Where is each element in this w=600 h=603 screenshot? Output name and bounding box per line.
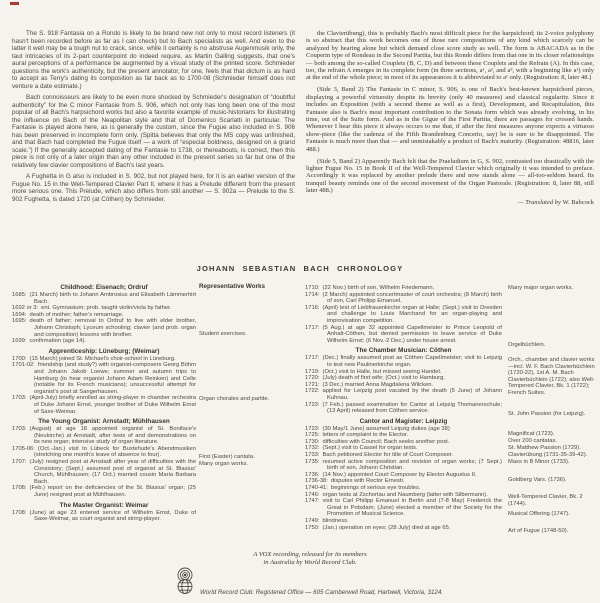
entry-year: 1740-41: [305, 485, 328, 492]
entry-text: (July) death of first wife; (Oct.) visit to Hamburg. [322, 375, 445, 382]
chronology-entry [305, 472, 502, 479]
section-heading: Childhood: Eisenach; Ordruf [60, 284, 148, 291]
world-record-club-logo-icon [176, 567, 194, 595]
section-heading: Apprenticeship: Lüneburg; (Weimar) [48, 347, 160, 355]
chronology-entry [12, 485, 196, 498]
chronology-entry [305, 382, 502, 389]
representative-work: Goldberg Vars. (1736). [508, 477, 567, 483]
liner-paragraph: (Side 3, Band 2) The Fantasie in C minor, S. 906, is one of Bach's best-known harpsichord pieces, displaying a powerful virtuosity despite its brevity (only 40 measures) and classical regularity. Since it includes an Exposition (with a second theme as well as a first), Development, and Recapitulation, this Fantasie also is Bach's most important contribution to the Sonata form which was already evolving, in his time, out of the Suite form. And as in the Gigue of the First Partita, there are passages for crossed hands. Whenever I hear this piece it always occurs to me that, if after the first measures anyone expects a virtuoso show-piece (like the cadenza of the Fifth Brandenburg Concerto, say) he is sure to be disappointed. The Fantasie is much more than that — and unmistakably a product of Bach's maturity. (Registration: 48816, later 488.) [306, 86, 594, 153]
chronology-entry [305, 292, 502, 305]
entry-text: death of mother; father's remarriage. [29, 311, 124, 318]
section-young-organist [12, 418, 196, 499]
entry-text: resumed active composition and revision of organ works; (7 Sept.) birth of son, Johann Christian. [322, 458, 502, 472]
entry-text: ent. Gymnasium; prob. taught violin/viola by father. [41, 305, 172, 312]
entry-year: 1747: [305, 498, 320, 505]
entry-year: 1736: [305, 471, 320, 478]
section-heading: The Young Organist: Arnstadt; Mühlhausen [38, 418, 170, 426]
liner-paragraph: (Side 5, Band 2) Apparently Bach felt that the Praeludium in G, S. 902, contrasted too drastically with the lighter Fugue No. 15 in Book II of the Well-Tempered Clavier which originally it was intended to preface. Accordingly it was replaced by another prelude there and now stands alone — all-too-seldom heard. Its tranquil beauty reminds one of the second movement of the Organ Pastorale. (Registration: 8, later 88, still later 488.) [306, 157, 594, 195]
entry-year: 1732: [305, 445, 320, 452]
chronology-entry [305, 432, 502, 439]
representative-work: Musical Offering (1747). [508, 511, 570, 517]
entry-year: 1717: [305, 324, 320, 331]
representative-work: Mass in B Minor (1733). [508, 459, 570, 465]
chronology-entry [305, 426, 502, 433]
print-registration-mark [10, 2, 19, 5]
entry-text: applied for Leipzig post vacated by the death (5 June) of Johann Kuhnau. [322, 388, 502, 401]
entry-text: disputes with Rector Ernesti. [330, 478, 405, 485]
entry-year: 1707: [12, 459, 27, 466]
entry-text: (22 Nov.) birth of son, Wilhelm Friedemann. [322, 285, 435, 291]
entry-year: 1716: [305, 304, 320, 311]
entry-text: visit to Carl Philipp Emanuel in Berlin and (7-8 May) Frederick the Great in Potsdam; (June) elected a member of the Society for the Promotion of Musical Science. [322, 498, 502, 518]
liner-paragraph: the Clavierübung), this is probably Bach's most difficult piece for the harpsichord; its 2-voice polyphony is so abstract that this work becomes one of those rare compositions of any kind which scarcely can be analyzed by hearing alone but which demand close score study as well. The form is ABACADA as in the Couperin type of Rondeau in the Second Partita, but this Rondo differs from that one in its closer relationships — both among the so-called Couplets (B, C, D) and between these Couplets and the Refrain (A). In this case, too, the refrain A emerges in its complete form (in three sections, a¹, a², and a³, with a beginning like a¹) only at the end of the whole piece; in most of its appearances it is abbreviated to a¹ only. (Registration: 8, later 48.) [306, 30, 594, 82]
vox-recording-note [140, 551, 480, 567]
entry-text: (Oct.) visit to Halle, but missed seeing Handel. [322, 368, 442, 375]
entry-year: 1694: [12, 311, 27, 318]
entry-year: 1721: [305, 381, 320, 388]
entry-year: 1701-02: [12, 362, 35, 369]
section-heading: Cantor and Magister: Leipzig [359, 417, 448, 425]
section-heading: The Master Organist: Weimar [59, 501, 149, 509]
chronology-entry [12, 446, 196, 459]
representative-work: St. Matthew Passion (1729). [508, 445, 581, 451]
chronology-entry [12, 510, 196, 523]
representative-work: Art of Fugue (1748-50). [508, 528, 569, 534]
entry-text: (April-July) briefly enrolled as string-player in chamber orchestra of Duke Johann Ernst, younger brother of Duke Wilhelm Ernst of Saxe-Weimar. [29, 395, 196, 415]
chronology-entry [305, 375, 502, 382]
chronology-entry [305, 459, 502, 472]
chronology-entry [12, 356, 196, 363]
chronology-entry [305, 355, 502, 368]
chronology-entry [305, 518, 502, 525]
entry-text: Bach petitioned Elector for title of Court Composer. [322, 452, 454, 459]
chronology-entry [12, 362, 196, 395]
registered-office-address: World Record Club: Registered Office — 605 Camberwell Road, Hartwell, Victoria, 3124. [200, 589, 444, 596]
translator-credit [306, 199, 594, 206]
representative-work: Many major organ works. [508, 285, 574, 291]
entry-year: 1708: [12, 485, 27, 492]
vox-note-line2: in Australia by World Record Club. [263, 559, 357, 566]
entry-year: 1685: [12, 292, 27, 298]
entry-text: organ tests at Zschortau and Naumberg (latter with Silbermann). [322, 491, 488, 498]
section-cantor-magister [305, 418, 502, 532]
entry-year: 1695: [12, 318, 27, 325]
entry-year: 1723: [305, 401, 320, 408]
chronology-entry [12, 459, 196, 485]
entry-text: difficulties with Council; Bach seeks another post. [322, 438, 450, 445]
entry-text: (April) test of Liebfrauenkirche organ at Halle; (Sept.) visit to Dresden and challenge to Louis Marchand for an organ-playing and improvisation competition. [322, 304, 502, 324]
representative-work: Over 200 cantatas. [508, 438, 557, 444]
entry-text: (30 May/1 June) assumed Leipzig duties (age 38) [322, 425, 450, 432]
entry-text: (14 Nov.) appointed Court Composer by Elector Augustus II. [322, 471, 477, 478]
chronology-entry [305, 445, 502, 452]
vox-note-line1: A VOX recording, released for its members [253, 551, 367, 558]
entry-year: 1700: [12, 355, 27, 362]
representative-work: Orch., chamber and clavier works —incl. W. F. Bach Clavierbüchlein (1720-22), 1st A. M. Bach Clavierbüchlein (1722); also Well-Tempered Clavier, Bk. 1 (1722); French Suites. [508, 357, 595, 396]
entry-text: (August) at age 18 appointed organist of St. Boniface's (Neukirche) at Arnstadt, after tests of and demonstrations on its new organ; intensive study of organ literature. [29, 426, 196, 446]
section-chamber-musician [305, 347, 502, 414]
entry-text: blindness. [322, 518, 349, 524]
liner-notes-left-column [12, 30, 295, 207]
representative-work: Well-Tempered Clavier, Bk. 2 (1744). [508, 494, 583, 507]
entry-year: 1723: [305, 425, 320, 432]
entry-year: 1722: [305, 388, 320, 395]
entry-year: 1733: [305, 452, 320, 459]
entry-year: 1749: [305, 518, 320, 524]
entry-text: (7 Feb.) passed examination for Cantor at Leipzig Thomanerschule; (13 April) released from Cöthen service. [322, 401, 502, 415]
chronology-entry [305, 305, 502, 325]
section-heading: The Chamber Musician: Cöthen [355, 347, 452, 355]
representative-work: Organ chorales and partite. [199, 396, 270, 402]
chronology-entry [305, 285, 502, 292]
entry-text: (Oct.-Jan.) visit to Lübeck for Buxtehude's Abendmusiken (stretching one month's leave of absence to four). [34, 445, 196, 459]
liner-notes-right-column [306, 30, 594, 206]
entry-year: 1699: [12, 338, 27, 345]
entry-year: 1730: [305, 438, 320, 445]
liner-paragraph: A Fughetta in G also is included in S. 902, but not played here, for it is an earlier version of the Fugue No. 15 in the Well-Tempered Clavier Part II, where it has a Prelude different from the present more serious one. This Prelude, which also differs from still another — S. 902a — Prelude to the S. 902 Fughetta, is dated 1720 (at Cöthen) by Schmieder. [12, 173, 295, 203]
chronology-entry [305, 492, 502, 499]
section-apprenticeship [12, 348, 196, 415]
translator-prefix: — Translated by [517, 199, 563, 207]
entry-year: 1720: [305, 375, 320, 382]
entry-text: (Jan.) operation on eyes; (28 July) died at age 65. [322, 524, 451, 531]
entry-year: 1710: [305, 285, 320, 291]
entry-text: (2 March) appointed concertmaster of court orchestra; (8 March) birth of son, Carl Philipp Emanuel. [322, 291, 502, 305]
chronology-entry [12, 305, 196, 312]
entry-text: (5 Aug.) at age 32 appointed Capellmeister to Prince Leopold of Anhalt-Cöthen, but denied permission to leave service of Duke Wilhelm Ernst; (6 Nov.-2 Dec.) under house arrest. [322, 324, 502, 344]
chronology-entry [305, 478, 502, 485]
entry-year: 1717: [305, 355, 320, 362]
entry-year: 1692 or 3: [12, 305, 39, 312]
chronology-left-column [12, 281, 196, 523]
chronology-entry [305, 452, 502, 459]
chronology-entry [12, 338, 196, 345]
representative-work: Magnificat (1723). [508, 431, 555, 437]
entry-text: (Sept.) visit to Cassel for organ tests. [322, 445, 418, 452]
chronology-entry [12, 312, 196, 319]
representative-work: First (Easter) cantata. [199, 454, 255, 460]
entry-year: 1736-38: [305, 478, 328, 485]
chronology-entry [305, 402, 502, 415]
chronology-entry [305, 388, 502, 401]
entry-year: 1714: [305, 291, 320, 298]
entry-text: letters of complaint to the Elector. [322, 432, 409, 439]
entry-text: (Dec.) finally assumed post as Cöthen Capellmeister; visit to Leipzig to test new Paulinerkirche organ. [322, 355, 502, 368]
chronology-entry [12, 426, 196, 446]
entry-text: (3 Dec.) married Anna Magdalena Wilcken. [322, 381, 434, 388]
chronology-entry [12, 395, 196, 415]
entry-text: (Feb.) report on the deficiencies of the St. Blasius' organ; (25 June) resigned post at Mühlhausen. [29, 485, 196, 499]
entry-year: 1705-06: [12, 445, 35, 452]
section-childhood [12, 284, 196, 345]
entry-year: 1719: [305, 368, 320, 375]
entry-text: friendship (and study?) with organist-composers Georg Böhm and Johann Jakob Loewe; summer and autumn trips to Hamburg (to hear organist Johann Adam Reinken) and Celle (notable for its French musicians); unsuccessful attempt for organist's post at Sangerhausen. [34, 362, 196, 395]
representative-work: Many organ works. [199, 461, 248, 467]
entry-text: (21 March) birth to Johann Ambrosius and Elisabeth Lämmerhirt Bach. [29, 292, 196, 305]
chronology-title: JOHANN SEBASTIAN BACH CHRONOLOGY [196, 264, 404, 273]
entry-text: death of father; removal to Ordruf to live with elder brother, Johann Christoph; Lyceum schooling; clavier (and prob. organ and composition) lessons with brother. [29, 318, 196, 338]
entry-year: 1703: [12, 395, 27, 402]
representative-work: Student exercises. [199, 331, 247, 337]
entry-text: beginnings of serious eye troubles. [330, 485, 421, 492]
representative-work: Orgelbüchlein. [508, 342, 546, 348]
chronology-entry [305, 525, 502, 532]
section-master-organist [12, 502, 196, 523]
entry-year: 1750: [305, 524, 320, 531]
liner-paragraph: The S. 918 Fantasia on a Rondo is likely to be brand new not only to most record listeners (it hasn't been recorded before as far as I can check) but to Bach specialists as well. And even to the latter it well may be a tough nut to crack, since, while it certainly is no abstruse Augenmusik only, the taut intricacies of its 2-part counterpoint do indeed require, as Martin Galling suggests, that one's aural perceptions of a performance be augmented by a visual study of the printed score. Schmieder questions the work's authenticity, but the present annotator, for one, feels that that dictum is as hard to accept as Terry's dating its composition as far back as to 1700-08 (Schmieder himself does not venture a date estimate.) [12, 30, 295, 90]
entry-year: 1735: [305, 458, 320, 465]
chronology-right-column [305, 285, 502, 531]
entry-text: (June) at age 23 entered service of Wilhelm Ernst, Duke of Saxe-Weimar, as court organist and string-player. [29, 509, 196, 523]
representative-work: St. John Passion (for Leipzig). [508, 411, 586, 417]
chronology-entry [12, 292, 196, 305]
chronology-entry [305, 485, 502, 492]
chronology-entry [305, 498, 502, 518]
chronology-entry [305, 439, 502, 446]
entry-text: confirmation (age 14). [29, 338, 86, 345]
entry-year: 1725: [305, 432, 320, 439]
chronology-entry [305, 369, 502, 376]
representative-work: Clavierübung (1731-35-39-42). [508, 452, 588, 458]
entry-year: 1708: [12, 509, 27, 516]
entry-year: 1746: [305, 491, 320, 498]
entry-text: (15 March) joined St. Michael's choir-school in Lüneburg. [29, 355, 176, 362]
entry-text: (July) resigned post at Arnstadt after year of difficulties with the Consistory; (Sept.) assumed post of organist at St. Blasius' Church, Mühlhausen; (17 Oct.) married cousin Maria Barbara Bach. [29, 459, 196, 485]
entry-year: 1703: [12, 426, 27, 433]
chronology-entry [12, 318, 196, 338]
liner-paragraph: Bach connoisseurs are likely to be even more shocked by Schmieder's designation of “doubtful authenticity” for the C minor Fantasie from S. 906, which not only has long been one of the most popular of all Bach's harpsichord works but also a favorite example of music-historians for illustrating the influence on Bach of the Neapolitan style and that of Domenico Scarlatti in particular. The Fantasie is played alone here, as is generally the custom, since the Fugue also included in S. 906 has been preserved in incomplete form only. (Spitta believes that only the MS copy was unfinished, and that Bach had completed the Fugue itself — a work of “especial boldness, designed on a grand scale.”) If the generally accepted dating of the Fantasie to 1738, or thereabouts, is correct, then this piece is not only of a later origin than any other included in the present series so far but one of the relatively few clavier compositions of Bach's last years. [12, 94, 295, 169]
chronology-entry [305, 325, 502, 345]
translator-name: W. Babcock [562, 199, 594, 207]
representative-works-heading: Representative Works [199, 283, 266, 290]
